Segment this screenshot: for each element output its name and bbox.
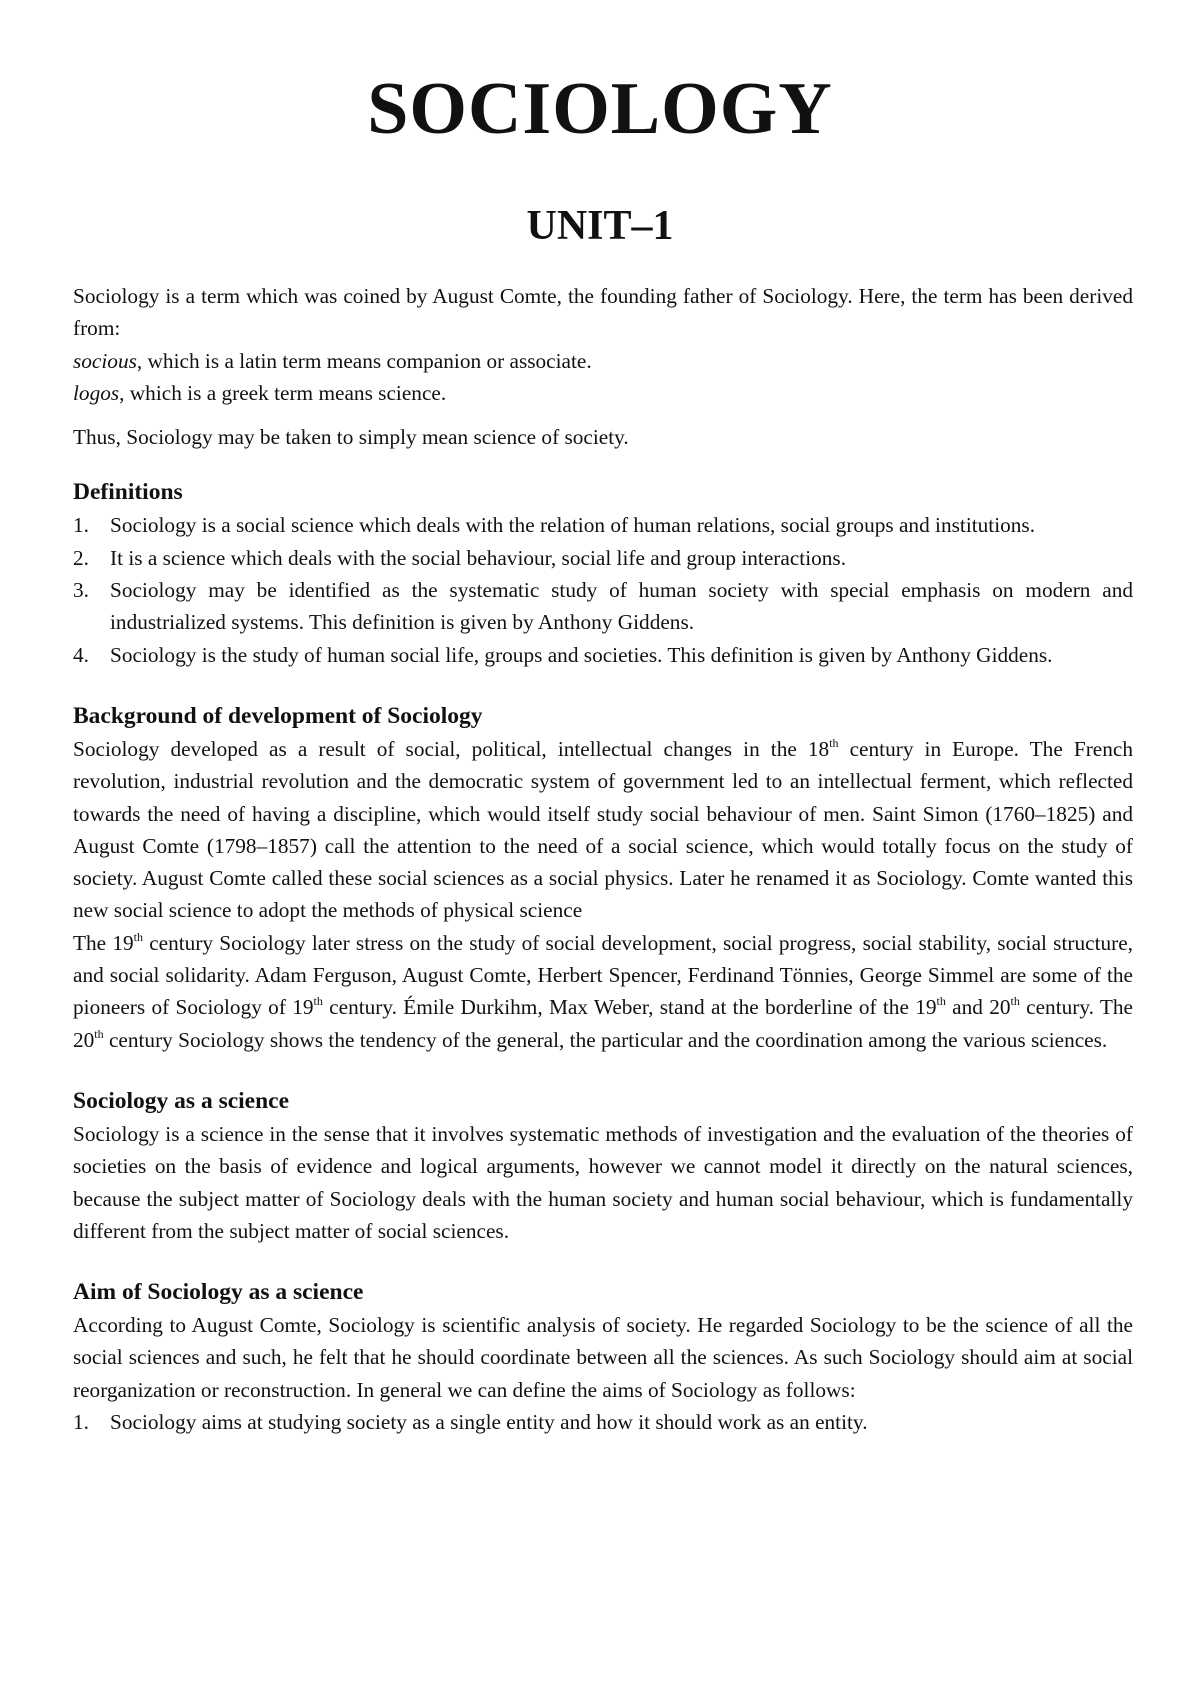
background-paragraph-1: Sociology developed as a result of social, political, intellectual changes in the 18th century in Europe. The French revolution, industrial revolution and the democratic system of government led to an intellectual ferment, which reflected towards the need of having a discipline, which would itself study social behaviour of men. Saint Simon (1760–1825) and August Comte (1798–1857) call the attention to the need of a social science, which would totally focus on the study of society. August Comte called these social sciences as a social physics. Later he renamed it as Sociology. Comte wanted this new social science to adopt the methods of physical science [73,735,1133,923]
thus-paragraph: Thus, Sociology may be taken to simply mean science of society. [73,425,629,450]
socious-meaning: , which is a latin term means companion or associate. [136,348,592,373]
document-title: SOCIOLOGY [367,68,833,150]
aim-heading: Aim of Sociology as a science [73,1279,364,1306]
list-item: 4. Sociology is the study of human social life, groups and societies. This definition is given by Anthony Giddens. [73,642,1053,667]
unit-heading: UNIT–1 [526,203,674,249]
background-paragraph-2: The 19th century Sociology later stress on the study of social development, social progress, social stability, social structure, and social solidarity. Adam Ferguson, August Comte, Herbert Spencer, Ferdinand Tönnies, George Simmel are some of the pioneers of Sociology of 19th century. Émile Durkihm, Max Weber, stand at the borderline of the 19th and 20th century. The 20th century Sociology shows the tendency of the general, the particular and the coordination among the various sciences. [73,929,1134,1052]
socious-term: socious [73,348,137,373]
list-item: 2. It is a science which deals with the social behaviour, social life and group interactions. [73,545,847,570]
socious-line [73,345,1133,377]
list-item: 3. Sociology may be identified as the systematic study of human society with special emphasis on modern and industrialized systems. This definition is given by Anthony Giddens. [73,578,1133,635]
document-body [73,280,1133,1438]
list-item: 1. Sociology aims at studying society as a single entity and how it should work as an entity. [73,1410,868,1435]
intro-paragraph: Sociology is a term which was coined by August Comte, the founding father of Sociology. Here, the term has been derived from: [73,284,1133,341]
logos-term: logos [73,380,120,405]
logos-line [73,377,1133,409]
definitions-heading: Definitions [73,479,183,506]
aims-list [73,1406,1133,1438]
science-heading: Sociology as a science [73,1087,290,1114]
logos-meaning: , which is a greek term means science. [119,380,447,405]
science-paragraph: Sociology is a science in the sense that it involves systematic methods of investigation and the evaluation of the theories of societies on the basis of evidence and logical arguments, however we cannot model it directly on the natural sciences, because the subject matter of Sociology deals with the human society and human social behaviour, which is fundamentally different from the subject matter of social sciences. [73,1121,1133,1243]
aim-paragraph: According to August Comte, Sociology is scientific analysis of society. He regarded Sociology to be the science of all the social sciences and such, he felt that he should coordinate between all the sciences. As such Sociology should aim at social reorganization or reconstruction. In general we can define the aims of Sociology as follows: [73,1313,1133,1402]
background-heading: Background of development of Sociology [73,702,483,729]
definitions-list [73,509,1133,670]
list-item: 1. Sociology is a social science which deals with the relation of human relations, social groups and institutions. [73,513,1036,538]
